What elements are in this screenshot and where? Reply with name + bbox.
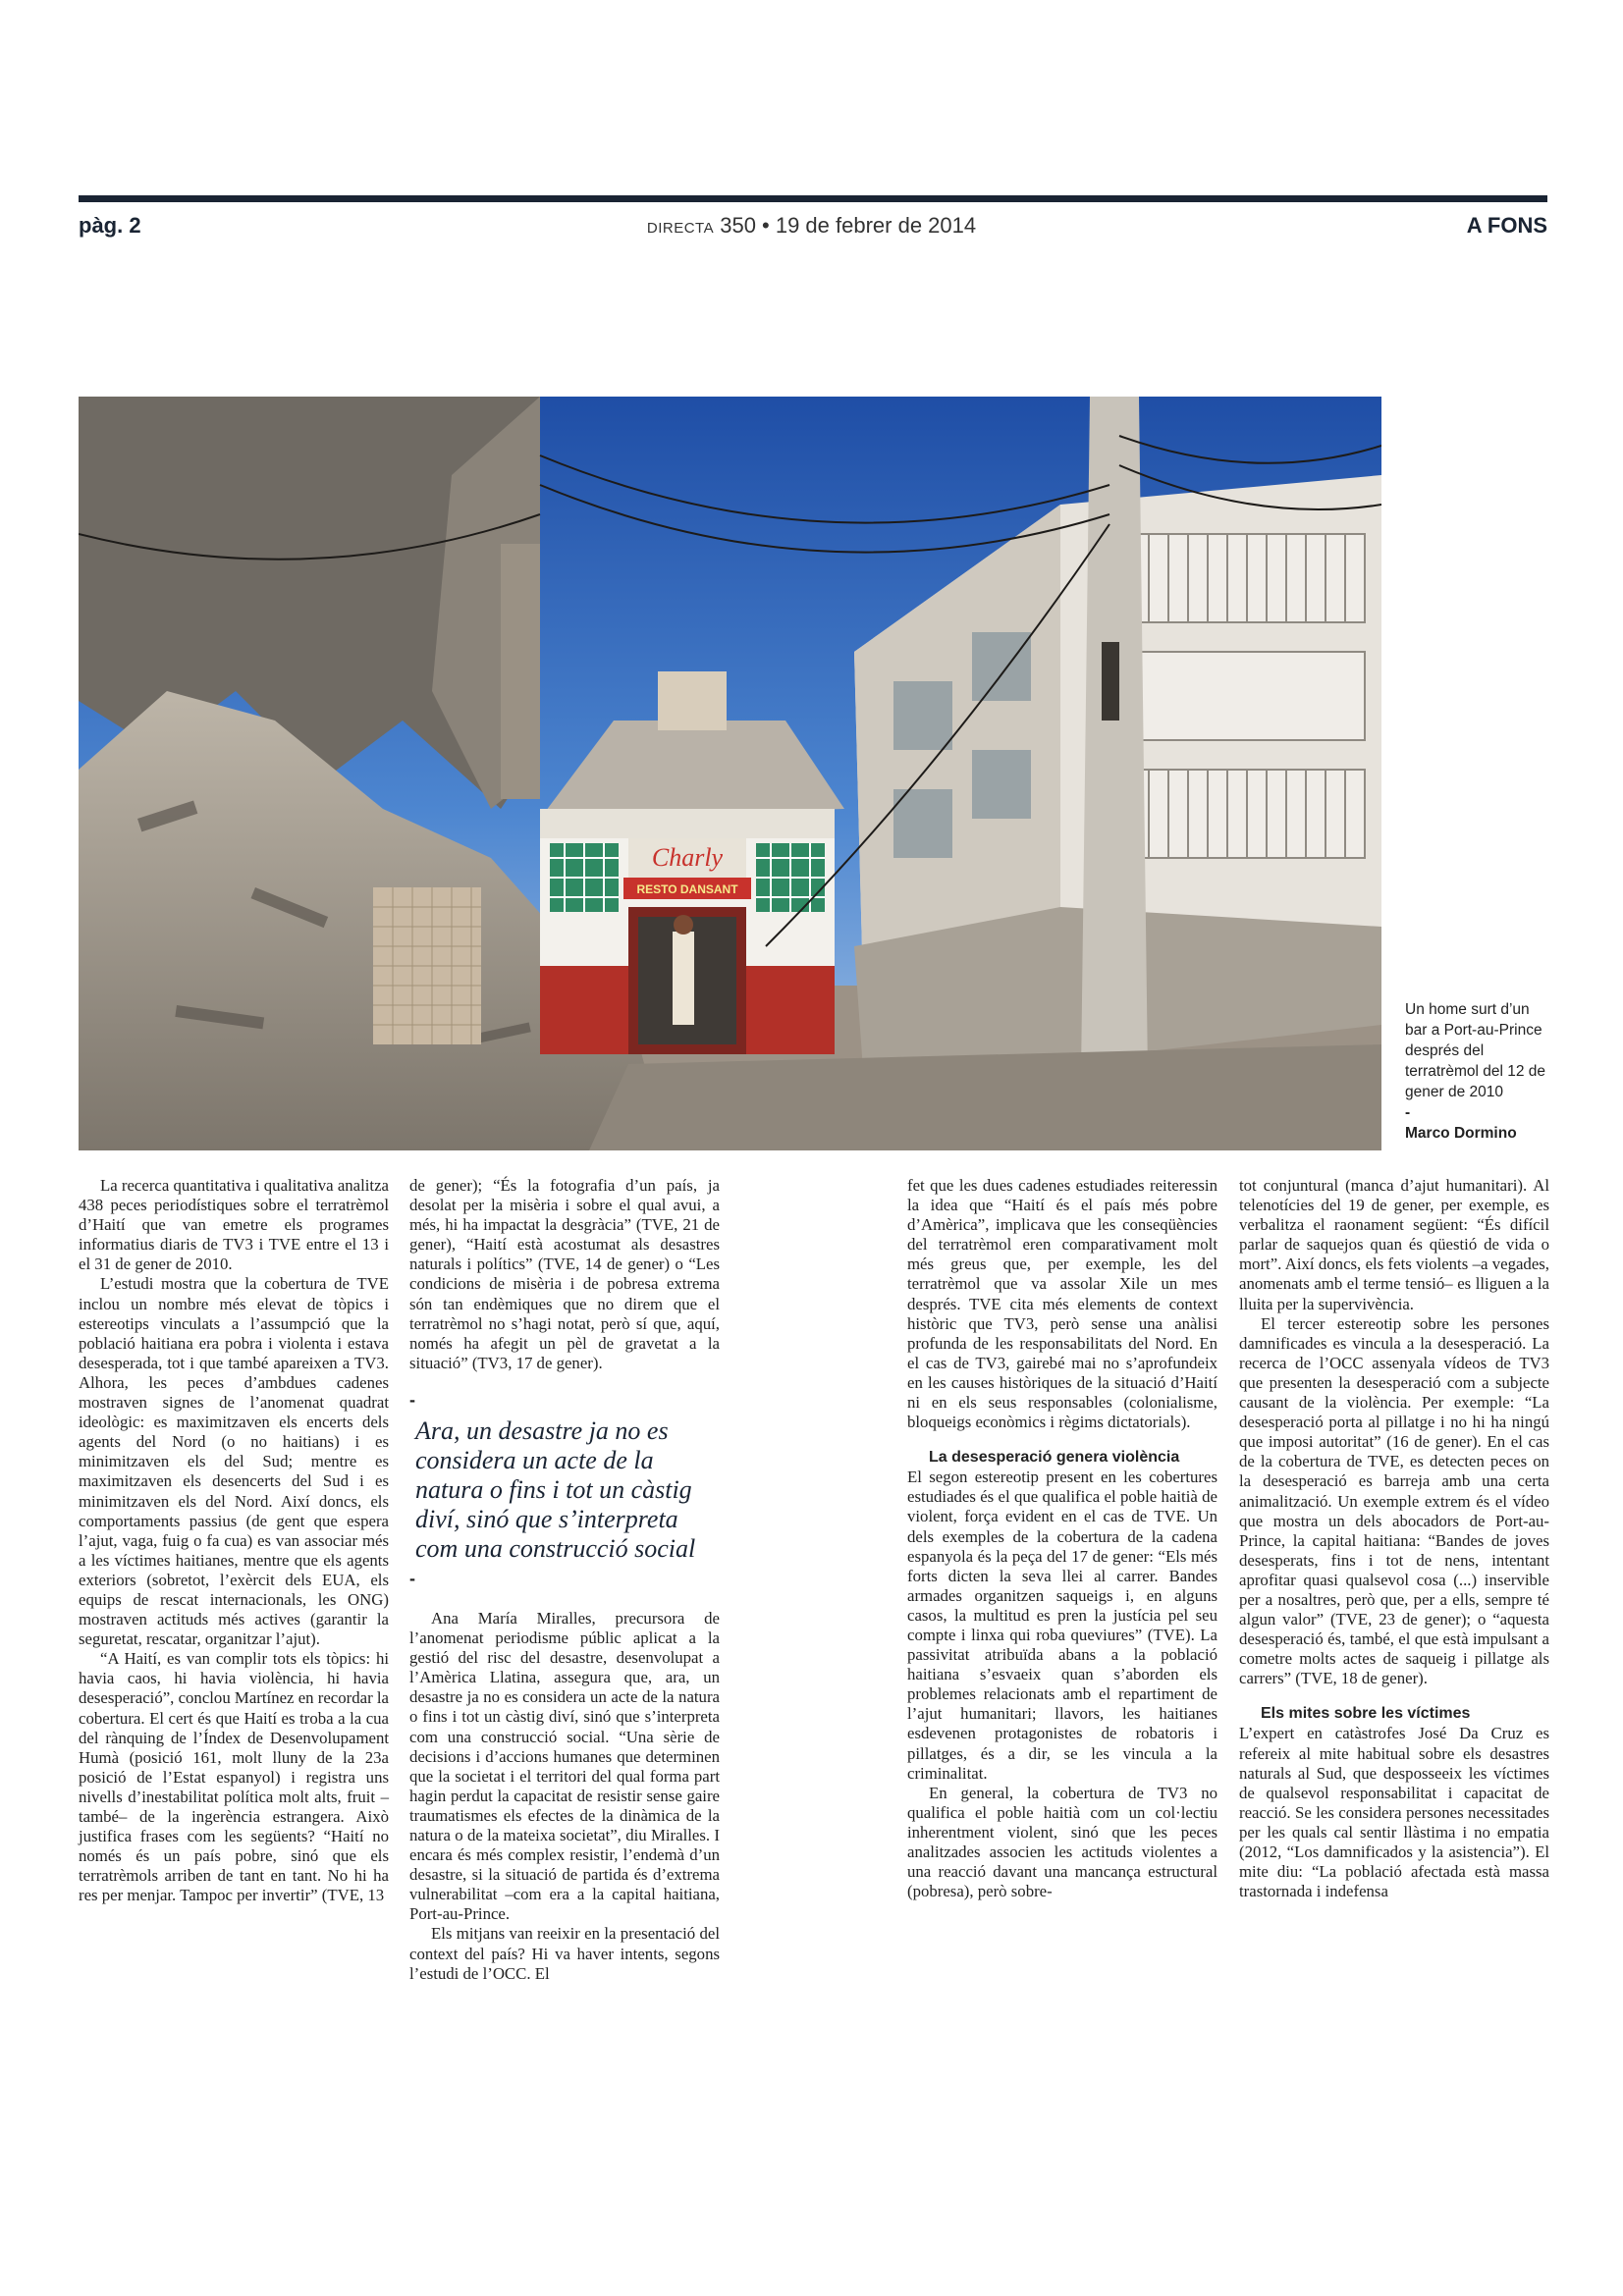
- paragraph: L’estudi mostra que la cobertura de TVE inclou un nombre més elevat de tòpics i estereotips vinculats a l’assumpció que la població haitiana era pobra i violenta i estava desesperada, tot i que també apareixen a TV3. Alhora, les peces d’ambdues cadenes mostraven signes de l’anomenat quadrat ideològic: es maximitzaven els encerts dels agents del Nord (o no haitians) i es minimitzaven els del Sud; mentre es maximitzaven els desencerts del Sud i es minimitzaven els del Nord. Així doncs, els comportaments passius (de gent que espera l’ajut, vaga, fuig o fa cua) es van associar més a les víctimes haitianes, mentre que els agents exteriors (sobretot, l’exèrcit dels EUA, els equips de rescat internacionals, les ONG) mostraven actituds més actives (garantir la seguretat, rescatar, organitzar l’ajut).: [79, 1274, 389, 1649]
- sign-sub: RESTO DANSANT: [636, 882, 738, 896]
- subheading: Els mites sobre les víctimes: [1261, 1705, 1471, 1723]
- issue-line: [0, 213, 1623, 239]
- paragraph: tot conjuntural (manca d’ajut humanitari). Al telenotícies del 19 de gener, per exemple, es verbalitza el raonament següent: “És difícil parlar de saquejos quan és qüestió de vida o mort”. Així doncs, els fets violents –a vegades, anomenats amb el terme tensió– es lliguen a la lluita per la supervivència.: [1239, 1176, 1549, 1313]
- paragraph: Ana María Miralles, precursora de l’anomenat periodisme públic aplicat a la gestió del risc del desastre, desenvolupat a l’Amèrica Llatina, assegura que, ara, un desastre ja no es considera un acte de la natura o fins i tot un càstig diví, sinó que s’interpreta com una construcció social. “Una sèrie de decisions i d’accions humanes que determinen que la societat i el territori del qual forma part hagin perdut la capacitat de resistir sense gaire traumatismes els efectes de la dinàmica de la natura o de la mateixa societat”, diu Miralles. I encara és més complex resistir, l’endemà d’un desastre, si la situació de partida és d’extrema vulnerabilitat –com era a la capital haitiana, Port-au-Prince.: [409, 1608, 720, 1924]
- photo-caption: [1405, 999, 1552, 1144]
- paragraph: En general, la cobertura de TV3 no qualifica el poble haitià com un col·lectiu inherentment violent, sinó que les peces analitzades associen les actituds violentes a una reacció davant una mancança estructural (pobresa), però sobre-: [907, 1783, 1217, 1901]
- pull-quote-text: Ara, un desastre ja no es considera un acte de la natura o fins i tot un càstig diví, sinó que s’interpreta com una construcció social: [415, 1415, 696, 1563]
- paragraph: La recerca quantitativa i qualitativa analitza 438 peces periodístiques sobre el terratrèmol d’Haití que van emetre els programes informatius diaris de TV3 i TVE entre el 13 i el 31 de gener de 2010.: [79, 1176, 389, 1274]
- paragraph: El tercer estereotip sobre les persones damnificades es vincula a la desesperació. La recerca de l’OCC assenyala vídeos de TV3 que presenten la desesperació com a subjecte causant de la violència. Per exemple: “La desesperació porta al pillatge i no hi ha ningú que imposi autoritat” (16 de gener). En el cas de la cobertura de TVE, es detecten peces on la desesperació es barreja amb una certa animalització. Un exemple extrem és el vídeo que mostra un dels abocadors de Port-au-Prince, la capital haitiana: “Bandes de joves desesperats, fins i tot de nens, intentant aprofitar quasi qualsevol cosa (...) inservible per a nosaltres, però que, per a ells, sempre té algun valor” (TVE, 23 de gener); o “aquesta desesperació és, també, el que està impulsant a cometre molts actes de saqueig i pillatge als carrers” (TVE, 18 de gener).: [1239, 1313, 1549, 1688]
- issue-date: 350 • 19 de febrer de 2014: [720, 213, 977, 238]
- news-photo: [79, 397, 1381, 1150]
- article-column-1: [79, 1176, 389, 1905]
- section-title: A FONS: [1466, 213, 1547, 238]
- caption-text: Un home surt d’un bar a Port-au-Prince després del terratrèmol del 12 de gener de 2010: [1405, 1001, 1546, 1100]
- paragraph: fet que les dues cadenes estudiades reiteressin la idea que “Haití és el país més pobre d’Amèrica”, implicava que les conseqüències del terratrèmol eren comparativament molt més greus que, per exemple, les del terratrèmol que va assolar Xile un mes després. TVE cita més elements de context històric que TV3, però sense una anàlisi profunda de les responsabilitats del Nord. En el cas de TV3, gairebé mai no s’aprofundeix en les causes històriques de la situació d’Haití ni en els seus responsables (colonialisme, bloqueigs econòmics i règims dictatorials).: [907, 1176, 1217, 1432]
- sign-name: Charly: [651, 843, 724, 872]
- paragraph: L’expert en catàstrofes José Da Cruz es refereix al mite habitual sobre els desastres naturals al Sud, que desposseeix les víctimes de qualsevol responsabilitat i capacitat de reacció. Se les considera persones necessitades per les quals cal sentir llàstima i no empatia (2012, “Los damnificados y la asistencia”). El mite diu: “La població afectada està massa trastornada i indefensa: [1239, 1724, 1549, 1901]
- photo-credit: Marco Dormino: [1405, 1125, 1517, 1142]
- paragraph: de gener); “És la fotografia d’un país, ja desolat per la misèria i sobre el qual avui, a més, hi ha impactat la desgràcia” (TVE, 21 de gener), “Haití està acostumat als desastres naturals i polítics” (TVE, 14 de gener) o “Les condicions de misèria i de pobresa extrema són tan endèmiques que no direm que el terratrèmol no s’hagi notat, però sí que, aquí, només ha afegit un pèl de gravetat a la situació” (TV3, 17 de gener).: [409, 1176, 720, 1372]
- paragraph: Els mitjans van reeixir en la presentació del context del país? Hi va haver intents, segons l’estudi de l’OCC. El: [409, 1924, 720, 1983]
- article-column-4: [1239, 1176, 1549, 1901]
- article-column-2: [409, 1176, 720, 1984]
- top-rule: [79, 195, 1547, 202]
- brand: DIRECTA: [646, 220, 715, 237]
- paragraph: El segon estereotip present en les cobertures estudiades és el que qualifica el poble haitià de violent, força evident en el cas de TVE. Un dels exemples de la cobertura de la cadena espanyola és la peça del 17 de gener: “Els més forts dicten la seva llei al carrer. Bandes armades organitzen saqueigs i, en alguns casos, la multitud es pren la justícia pel seu compte i linxa qui roba queviures” (TVE). La passivitat atribuïda abans a la població haitiana s’esvaeix quan s’aborden els problemes relacionats amb el repartiment de l’ajut humanitari; llavors, les haitianes esdevenen protagonistes de robatoris i pillatges, és a dir, se les vincula a la criminalitat.: [907, 1468, 1217, 1783]
- pull-quote-dash-bottom: -: [409, 1568, 415, 1588]
- pull-quote: [409, 1391, 720, 1587]
- article-column-3: [907, 1176, 1217, 1901]
- paragraph: “A Haití, es van complir tots els tòpics: hi havia caos, hi havia violència, hi havia desesperació”, conclou Martínez en recordar la cobertura. El cert és que Haití es troba a la cua del rànquing de l’Índex de Desenvolupament Humà (posició 161, molt lluny de la 23a posició de l’Estat espanyol) i registra uns nivells d’inestabilitat política molt alts, fruit –també– de la ingerència estrangera. Això justifica frases com les següents? “Haití no només és un país pobre, sinó que els terratrèmols arriben de tant en tant. No hi ha res per menjar. Tampoc per invertir” (TVE, 13: [79, 1649, 389, 1905]
- subheading: La desesperació genera violència: [929, 1449, 1180, 1467]
- caption-dash: -: [1405, 1104, 1411, 1121]
- pull-quote-dash-top: -: [409, 1389, 415, 1410]
- page-number: pàg. 2: [79, 213, 141, 238]
